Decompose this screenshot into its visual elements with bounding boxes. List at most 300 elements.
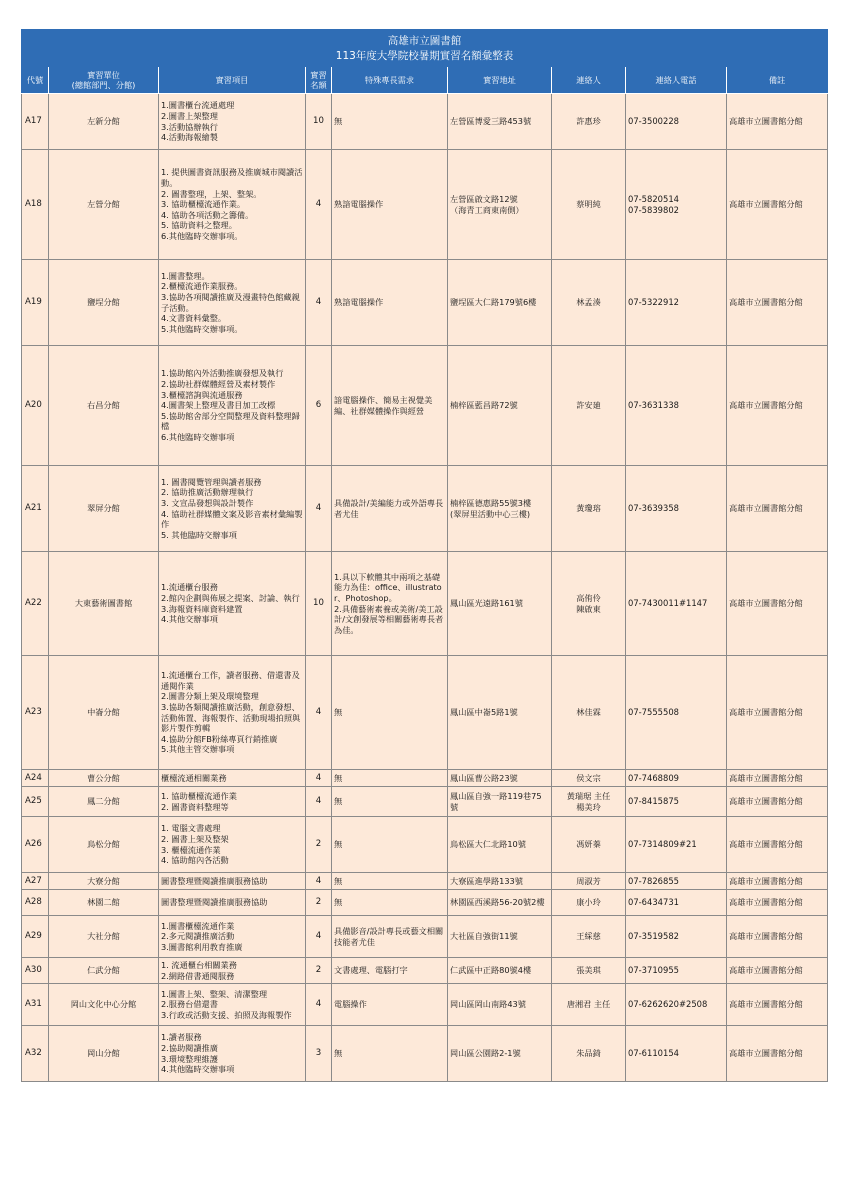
cell-address <box>448 150 552 260</box>
cell-note: 高雄市立圖書館分館 <box>727 94 828 150</box>
cell-contact-line: 許安廸 <box>576 400 601 411</box>
cell-code: A32 <box>22 1026 49 1082</box>
cell-note: 高雄市立圖書館分館 <box>727 770 828 787</box>
cell-tasks-line: 1. 流通櫃台相關業務 <box>161 959 237 970</box>
internship-quota-sheet <box>21 29 827 1082</box>
cell-address <box>448 770 552 787</box>
table-row <box>22 94 828 150</box>
cell-quota: 2 <box>306 890 332 916</box>
cell-tasks <box>159 346 306 466</box>
table-row <box>22 958 828 984</box>
cell-skills <box>332 916 448 958</box>
cell-unit: 岡山文化中心分館 <box>49 984 159 1026</box>
cell-tasks-line: 3. 櫃檯流通作業 <box>161 844 221 855</box>
cell-tasks-line: 4. 協助各項活動之籌備。 <box>161 209 254 220</box>
cell-phone-line: 07-8415875 <box>628 796 679 807</box>
cell-tasks-line: 3.協助各類閱讀推廣活動，創意發想、活動佈置、海報製作、活動現場拍照與影片製作剪輯 <box>161 701 301 734</box>
cell-phone <box>626 770 727 787</box>
cell-phone-line: 07-3710955 <box>628 965 679 976</box>
cell-note: 高雄市立圖書館分館 <box>727 552 828 656</box>
cell-address <box>448 466 552 552</box>
cell-tasks-line: 櫃檯流通相關業務 <box>161 772 227 783</box>
cell-tasks-line: 3.行政或活動支援、拍照及海報製作 <box>161 1009 292 1020</box>
cell-tasks <box>159 260 306 346</box>
cell-contact <box>552 984 626 1026</box>
cell-unit: 大社分館 <box>49 916 159 958</box>
cell-quota: 4 <box>306 984 332 1026</box>
cell-phone <box>626 958 727 984</box>
cell-address <box>448 916 552 958</box>
cell-unit: 左營分館 <box>49 150 159 260</box>
cell-address-line: 大社區自強街11號 <box>450 931 518 942</box>
cell-phone <box>626 817 727 873</box>
cell-quota: 10 <box>306 94 332 150</box>
cell-contact <box>552 466 626 552</box>
cell-address <box>448 346 552 466</box>
cell-address <box>448 890 552 916</box>
cell-code: A18 <box>22 150 49 260</box>
cell-contact-line: 黃瑞琚 主任 <box>566 790 611 801</box>
cell-tasks-line: 圖書整理暨閱讀推廣服務協助 <box>161 875 268 886</box>
cell-address <box>448 787 552 817</box>
cell-tasks-line: 2. 協助推廣活動辦理執行 <box>161 487 254 498</box>
cell-quota: 4 <box>306 873 332 890</box>
cell-skills <box>332 770 448 787</box>
cell-address-line: 左營區啟文路12號 <box>450 193 518 204</box>
cell-tasks-line: 圖書整理暨閱讀推廣服務協助 <box>161 897 268 908</box>
cell-skills-line: 具備設計/美編能力或外語專長者尤佳 <box>334 497 444 519</box>
cell-phone-line: 07-3639358 <box>628 503 679 514</box>
cell-tasks-line: 3.環境整理維護 <box>161 1053 218 1064</box>
cell-tasks <box>159 916 306 958</box>
cell-note: 高雄市立圖書館分館 <box>727 787 828 817</box>
cell-tasks-line: 5. 其他臨時交辦事項 <box>161 529 237 540</box>
cell-code: A22 <box>22 552 49 656</box>
cell-note: 高雄市立圖書館分館 <box>727 958 828 984</box>
library-name: 高雄市立圖書館 <box>387 35 462 47</box>
cell-contact <box>552 94 626 150</box>
cell-address-line: 大寮區進學路133號 <box>450 875 523 886</box>
cell-contact-line: 唐湘君 主任 <box>566 999 611 1010</box>
cell-address <box>448 552 552 656</box>
cell-tasks-line: 5.協助館舍部分空間整理及資料整理歸檔 <box>161 410 300 432</box>
cell-skills <box>332 984 448 1026</box>
cell-tasks-line: 2.館內企劃與佈展之提案、討論、執行 <box>161 592 300 603</box>
cell-unit: 仁武分館 <box>49 958 159 984</box>
cell-code: A25 <box>22 787 49 817</box>
table-row <box>22 150 828 260</box>
col-header-project: 實習項目 <box>159 67 306 94</box>
cell-address-line: 岡山區公園路2-1號 <box>450 1048 521 1059</box>
cell-skills-line: 具備影音/設計專長或藝文相關技能者尤佳 <box>334 925 444 947</box>
table-row <box>22 552 828 656</box>
cell-tasks-line: 2.協助閱讀推廣 <box>161 1042 218 1053</box>
cell-contact <box>552 916 626 958</box>
col-header-address: 實習地址 <box>448 67 552 94</box>
cell-tasks-line: 2.多元閱讀推廣活動 <box>161 931 235 942</box>
cell-tasks-line: 2. 圖書整理，上架、整架。 <box>161 188 262 199</box>
cell-phone-line: 07-7314809#21 <box>628 839 697 850</box>
col-header-code: 代號 <box>22 67 49 94</box>
cell-note: 高雄市立圖書館分館 <box>727 916 828 958</box>
cell-phone <box>626 656 727 770</box>
cell-skills-line: 熟諳電腦操作 <box>334 297 384 308</box>
cell-contact-line: 王綵慈 <box>576 931 601 942</box>
cell-tasks <box>159 817 306 873</box>
cell-skills <box>332 656 448 770</box>
cell-tasks-line: 5.其他臨時交辦事項。 <box>161 323 243 334</box>
cell-skills <box>332 346 448 466</box>
cell-contact <box>552 817 626 873</box>
cell-skills <box>332 787 448 817</box>
cell-address-line: 鳳山區中崙5路1號 <box>450 707 518 718</box>
cell-quota: 4 <box>306 656 332 770</box>
cell-skills-line: 無 <box>334 897 343 908</box>
col-header-phone: 連絡人電話 <box>626 67 727 94</box>
cell-skills-line: 熟諳電腦操作 <box>334 199 384 210</box>
table-row <box>22 656 828 770</box>
cell-contact-line: 林佳霖 <box>576 707 601 718</box>
header-row <box>22 67 828 94</box>
cell-contact-line: 高侑伶 <box>576 592 601 603</box>
cell-unit: 鳥松分館 <box>49 817 159 873</box>
cell-contact <box>552 656 626 770</box>
cell-contact-line: 周淑芳 <box>576 875 601 886</box>
cell-tasks-line: 3. 文宣品發想與設計製作 <box>161 497 254 508</box>
cell-quota: 2 <box>306 958 332 984</box>
cell-contact <box>552 890 626 916</box>
table-row <box>22 787 828 817</box>
cell-tasks-line: 1. 提供圖書資訊服務及推廣城市閱讀活動。 <box>161 167 303 189</box>
cell-unit: 曹公分館 <box>49 770 159 787</box>
table-row <box>22 466 828 552</box>
cell-tasks-line: 4.其他交辦事項 <box>161 614 218 625</box>
cell-unit: 岡山分館 <box>49 1026 159 1082</box>
cell-tasks <box>159 150 306 260</box>
cell-skills <box>332 890 448 916</box>
cell-phone-line: 07-3500228 <box>628 116 679 127</box>
cell-contact <box>552 346 626 466</box>
cell-tasks-line: 4. 協助社群媒體文案及影音素材彙編製作 <box>161 508 303 530</box>
cell-address-line: (翠屏里活動中心三樓) <box>450 508 531 519</box>
cell-contact-line: 陳啟東 <box>576 603 601 614</box>
cell-code: A23 <box>22 656 49 770</box>
cell-note: 高雄市立圖書館分館 <box>727 873 828 890</box>
cell-unit: 大東藝術圖書館 <box>49 552 159 656</box>
cell-phone <box>626 150 727 260</box>
cell-skills <box>332 552 448 656</box>
cell-note: 高雄市立圖書館分館 <box>727 984 828 1026</box>
cell-skills <box>332 817 448 873</box>
cell-tasks <box>159 466 306 552</box>
cell-quota: 4 <box>306 150 332 260</box>
cell-skills-line: 無 <box>334 772 343 783</box>
cell-tasks-line: 1.圖書整理。 <box>161 270 210 281</box>
cell-contact-line: 林孟湊 <box>576 297 601 308</box>
cell-skills-line: 文書處理、電腦打字 <box>334 965 408 976</box>
cell-tasks-line: 1.讀者服務 <box>161 1032 202 1043</box>
cell-tasks-line: 4. 協助館內各活動 <box>161 855 229 866</box>
cell-quota: 4 <box>306 260 332 346</box>
cell-contact <box>552 873 626 890</box>
cell-phone-line: 07-6110154 <box>628 1048 679 1059</box>
cell-contact-line: 朱品錡 <box>576 1048 601 1059</box>
cell-tasks-line: 3.圖書館利用教育推廣 <box>161 941 243 952</box>
col-header-quota: 實習 名額 <box>306 67 332 94</box>
cell-contact-line: 黃瓊瑢 <box>576 503 601 514</box>
cell-phone-line: 07-3519582 <box>628 931 679 942</box>
cell-phone <box>626 873 727 890</box>
cell-contact <box>552 260 626 346</box>
cell-tasks-line: 1.流通櫃台工作，讀者服務、借還書及通閱作業 <box>161 670 300 691</box>
cell-note: 高雄市立圖書館分館 <box>727 817 828 873</box>
cell-skills-line: 無 <box>334 116 343 127</box>
cell-address-line: 仁武區中正路80號4樓 <box>450 965 532 976</box>
cell-address <box>448 958 552 984</box>
cell-phone-line: 07-5820514 <box>628 193 679 204</box>
cell-note: 高雄市立圖書館分館 <box>727 656 828 770</box>
cell-phone <box>626 466 727 552</box>
cell-unit: 林園二館 <box>49 890 159 916</box>
cell-skills-line: 無 <box>334 1048 343 1059</box>
cell-address-line: 鳳山區自強一路119巷75號 <box>450 790 542 812</box>
cell-code: A24 <box>22 770 49 787</box>
cell-tasks-line: 5.其他主管交辦事項 <box>161 744 235 755</box>
cell-unit: 大寮分館 <box>49 873 159 890</box>
cell-address <box>448 656 552 770</box>
cell-unit: 鳳二分館 <box>49 787 159 817</box>
cell-contact-line: 許惠珍 <box>576 116 601 127</box>
cell-unit: 鹽埕分館 <box>49 260 159 346</box>
col-header-note: 備註 <box>727 67 828 94</box>
cell-contact-line: 馮妍蓁 <box>576 839 601 850</box>
cell-note: 高雄市立圖書館分館 <box>727 150 828 260</box>
cell-skills <box>332 466 448 552</box>
table-row <box>22 984 828 1026</box>
cell-phone <box>626 1026 727 1082</box>
cell-tasks-line: 5. 協助資料之整理。 <box>161 220 237 231</box>
cell-skills-line: 無 <box>334 875 343 886</box>
cell-tasks-line: 1. 電腦文書處理 <box>161 823 221 834</box>
cell-tasks-line: 6.其他臨時交辦事項。 <box>161 230 243 241</box>
cell-tasks-line: 2.圖書分類上架及環境整理 <box>161 691 259 702</box>
cell-tasks <box>159 890 306 916</box>
cell-code: A26 <box>22 817 49 873</box>
cell-code: A29 <box>22 916 49 958</box>
cell-phone <box>626 787 727 817</box>
cell-unit: 左新分館 <box>49 94 159 150</box>
cell-tasks-line: 4.活動海報繪製 <box>161 132 218 143</box>
cell-address-line: 楠梓區德惠路55號3樓 <box>450 497 532 508</box>
table-body <box>22 94 828 1082</box>
table-row <box>22 346 828 466</box>
cell-tasks-line: 6.其他臨時交辦事項 <box>161 431 235 442</box>
cell-phone-line: 07-7430011#1147 <box>628 598 708 609</box>
cell-tasks-line: 1. 圖書閱覽管理與讀者服務 <box>161 476 262 487</box>
cell-quota: 2 <box>306 817 332 873</box>
cell-contact-line: 楊美玲 <box>576 801 601 812</box>
cell-tasks-line: 2.協助社群媒體經營及素材製作 <box>161 379 276 390</box>
cell-address <box>448 873 552 890</box>
cell-tasks <box>159 552 306 656</box>
cell-tasks-line: 3. 協助櫃檯流通作業。 <box>161 199 246 210</box>
cell-address-line: 左營區博愛三路453號 <box>450 116 532 127</box>
cell-code: A19 <box>22 260 49 346</box>
cell-contact <box>552 1026 626 1082</box>
table-title <box>22 30 828 67</box>
cell-phone-line: 07-6434731 <box>628 897 679 908</box>
cell-tasks-line: 3.協助各項閱讀推廣及漫畫特色館藏親子活動。 <box>161 291 300 313</box>
table-row <box>22 770 828 787</box>
cell-tasks <box>159 770 306 787</box>
cell-phone-line: 07-5322912 <box>628 297 679 308</box>
cell-phone <box>626 916 727 958</box>
cell-skills <box>332 958 448 984</box>
cell-note: 高雄市立圖書館分館 <box>727 346 828 466</box>
table-row <box>22 817 828 873</box>
cell-phone-line: 07-7555508 <box>628 707 679 718</box>
cell-skills-line: 2.具備藝術素養或美術/美工設計/文創發展等相關藝術專長者為佳。 <box>334 603 444 635</box>
cell-quota: 4 <box>306 916 332 958</box>
cell-code: A30 <box>22 958 49 984</box>
cell-skills-line: 諳電腦操作、簡易主視覺美編、社群媒體操作與經營 <box>334 394 433 416</box>
col-header-contact: 連絡人 <box>552 67 626 94</box>
cell-phone <box>626 260 727 346</box>
cell-address-line: 鳳山區光遠路161號 <box>450 598 523 609</box>
cell-skills <box>332 94 448 150</box>
cell-tasks <box>159 94 306 150</box>
cell-phone <box>626 552 727 656</box>
cell-address-line: 岡山區岡山南路43號 <box>450 999 526 1010</box>
table-row <box>22 873 828 890</box>
cell-tasks-line: 2.網路借書通閱服務 <box>161 970 235 981</box>
cell-code: A20 <box>22 346 49 466</box>
cell-tasks <box>159 958 306 984</box>
cell-note: 高雄市立圖書館分館 <box>727 890 828 916</box>
cell-skills <box>332 260 448 346</box>
cell-skills <box>332 873 448 890</box>
cell-quota: 4 <box>306 466 332 552</box>
cell-contact-line: 蔡明純 <box>576 199 601 210</box>
cell-skills-line: 無 <box>334 796 343 807</box>
table-row <box>22 260 828 346</box>
cell-quota: 4 <box>306 787 332 817</box>
cell-contact <box>552 958 626 984</box>
cell-tasks <box>159 787 306 817</box>
cell-skills-line: 電腦操作 <box>334 999 367 1010</box>
cell-phone-line: 07-3631338 <box>628 400 679 411</box>
cell-address-line: 鳥松區大仁北路10號 <box>450 839 526 850</box>
cell-contact <box>552 150 626 260</box>
col-header-unit: 實習單位 (總館部門、分館) <box>49 67 159 94</box>
cell-tasks-line: 2.圖書上架整理 <box>161 110 218 121</box>
cell-tasks-line: 1.圖書上架、整架、清潔整理 <box>161 988 268 999</box>
cell-tasks-line: 1.流通櫃台服務 <box>161 582 218 593</box>
cell-address <box>448 1026 552 1082</box>
cell-contact <box>552 787 626 817</box>
cell-code: A31 <box>22 984 49 1026</box>
cell-tasks <box>159 984 306 1026</box>
cell-code: A21 <box>22 466 49 552</box>
cell-tasks-line: 2. 圖書上架及整架 <box>161 833 229 844</box>
cell-phone-line: 07-6262620#2508 <box>628 999 708 1010</box>
cell-quota: 4 <box>306 770 332 787</box>
cell-phone-line: 07-7468809 <box>628 772 679 783</box>
cell-address <box>448 260 552 346</box>
cell-tasks-line: 1.圖書櫃檯流通作業 <box>161 920 235 931</box>
col-header-skills: 特殊專長需求 <box>332 67 448 94</box>
cell-tasks-line: 3.海報資料庫資料建置 <box>161 603 243 614</box>
cell-phone-line: 07-7826855 <box>628 875 679 886</box>
cell-address-line: 鹽埕區大仁路179號6樓 <box>450 297 537 308</box>
cell-note: 高雄市立圖書館分館 <box>727 260 828 346</box>
cell-contact <box>552 770 626 787</box>
cell-code: A28 <box>22 890 49 916</box>
cell-skills-line: 無 <box>334 839 343 850</box>
table-row <box>22 890 828 916</box>
cell-contact <box>552 552 626 656</box>
cell-tasks-line: 3.櫃檯諮詢與流通服務 <box>161 389 243 400</box>
cell-tasks <box>159 873 306 890</box>
cell-unit: 中崙分館 <box>49 656 159 770</box>
cell-tasks <box>159 656 306 770</box>
cell-tasks-line: 4.其他臨時交辦事項 <box>161 1064 235 1075</box>
cell-skills-line: 無 <box>334 707 343 718</box>
cell-address-line: 林園區西溪路56-20號2樓 <box>450 897 545 908</box>
cell-address <box>448 984 552 1026</box>
cell-address-line: （海青工商東南側） <box>450 204 524 215</box>
cell-quota: 10 <box>306 552 332 656</box>
table-row <box>22 916 828 958</box>
cell-address <box>448 817 552 873</box>
cell-note: 高雄市立圖書館分館 <box>727 1026 828 1082</box>
cell-tasks-line: 2.服務台借還書 <box>161 999 218 1010</box>
cell-skills <box>332 150 448 260</box>
cell-address-line: 楠梓區藍昌路72號 <box>450 400 518 411</box>
cell-tasks-line: 1.協助館內外活動推廣發想及執行 <box>161 368 284 379</box>
cell-phone <box>626 346 727 466</box>
cell-quota: 6 <box>306 346 332 466</box>
internship-table <box>21 29 828 1082</box>
cell-tasks <box>159 1026 306 1082</box>
cell-note: 高雄市立圖書館分館 <box>727 466 828 552</box>
cell-tasks-line: 2. 圖書資料整理等 <box>161 801 229 812</box>
cell-contact-line: 張美琪 <box>576 965 601 976</box>
cell-contact-line: 康小玲 <box>576 897 601 908</box>
cell-unit: 右昌分館 <box>49 346 159 466</box>
cell-tasks-line: 2.櫃檯流通作業服務。 <box>161 281 243 292</box>
table-row <box>22 1026 828 1082</box>
cell-unit: 翠屏分館 <box>49 466 159 552</box>
cell-address <box>448 94 552 150</box>
cell-address-line: 鳳山區曹公路23號 <box>450 772 518 783</box>
cell-tasks-line: 4.圖書架上整理及書目加工改標 <box>161 400 276 411</box>
cell-tasks-line: 3.活動協辦執行 <box>161 121 218 132</box>
cell-tasks-line: 1.圖書櫃台流通處理 <box>161 100 235 111</box>
cell-tasks-line: 4.文書資料彙整。 <box>161 313 227 324</box>
cell-phone <box>626 984 727 1026</box>
cell-tasks-line: 4.協助分館FB粉絲專頁行銷推廣 <box>161 733 278 744</box>
cell-phone-line: 07-5839802 <box>628 204 679 215</box>
sheet-title: 113年度大學院校暑期實習名額彙整表 <box>335 50 514 62</box>
cell-skills-line: 1.具以下軟體其中兩項之基礎能力為佳：office、illustrator、Photoshop。 <box>334 571 442 603</box>
cell-code: A27 <box>22 873 49 890</box>
cell-phone <box>626 890 727 916</box>
cell-contact-line: 侯文宗 <box>576 772 601 783</box>
cell-code: A17 <box>22 94 49 150</box>
cell-quota: 3 <box>306 1026 332 1082</box>
cell-skills <box>332 1026 448 1082</box>
